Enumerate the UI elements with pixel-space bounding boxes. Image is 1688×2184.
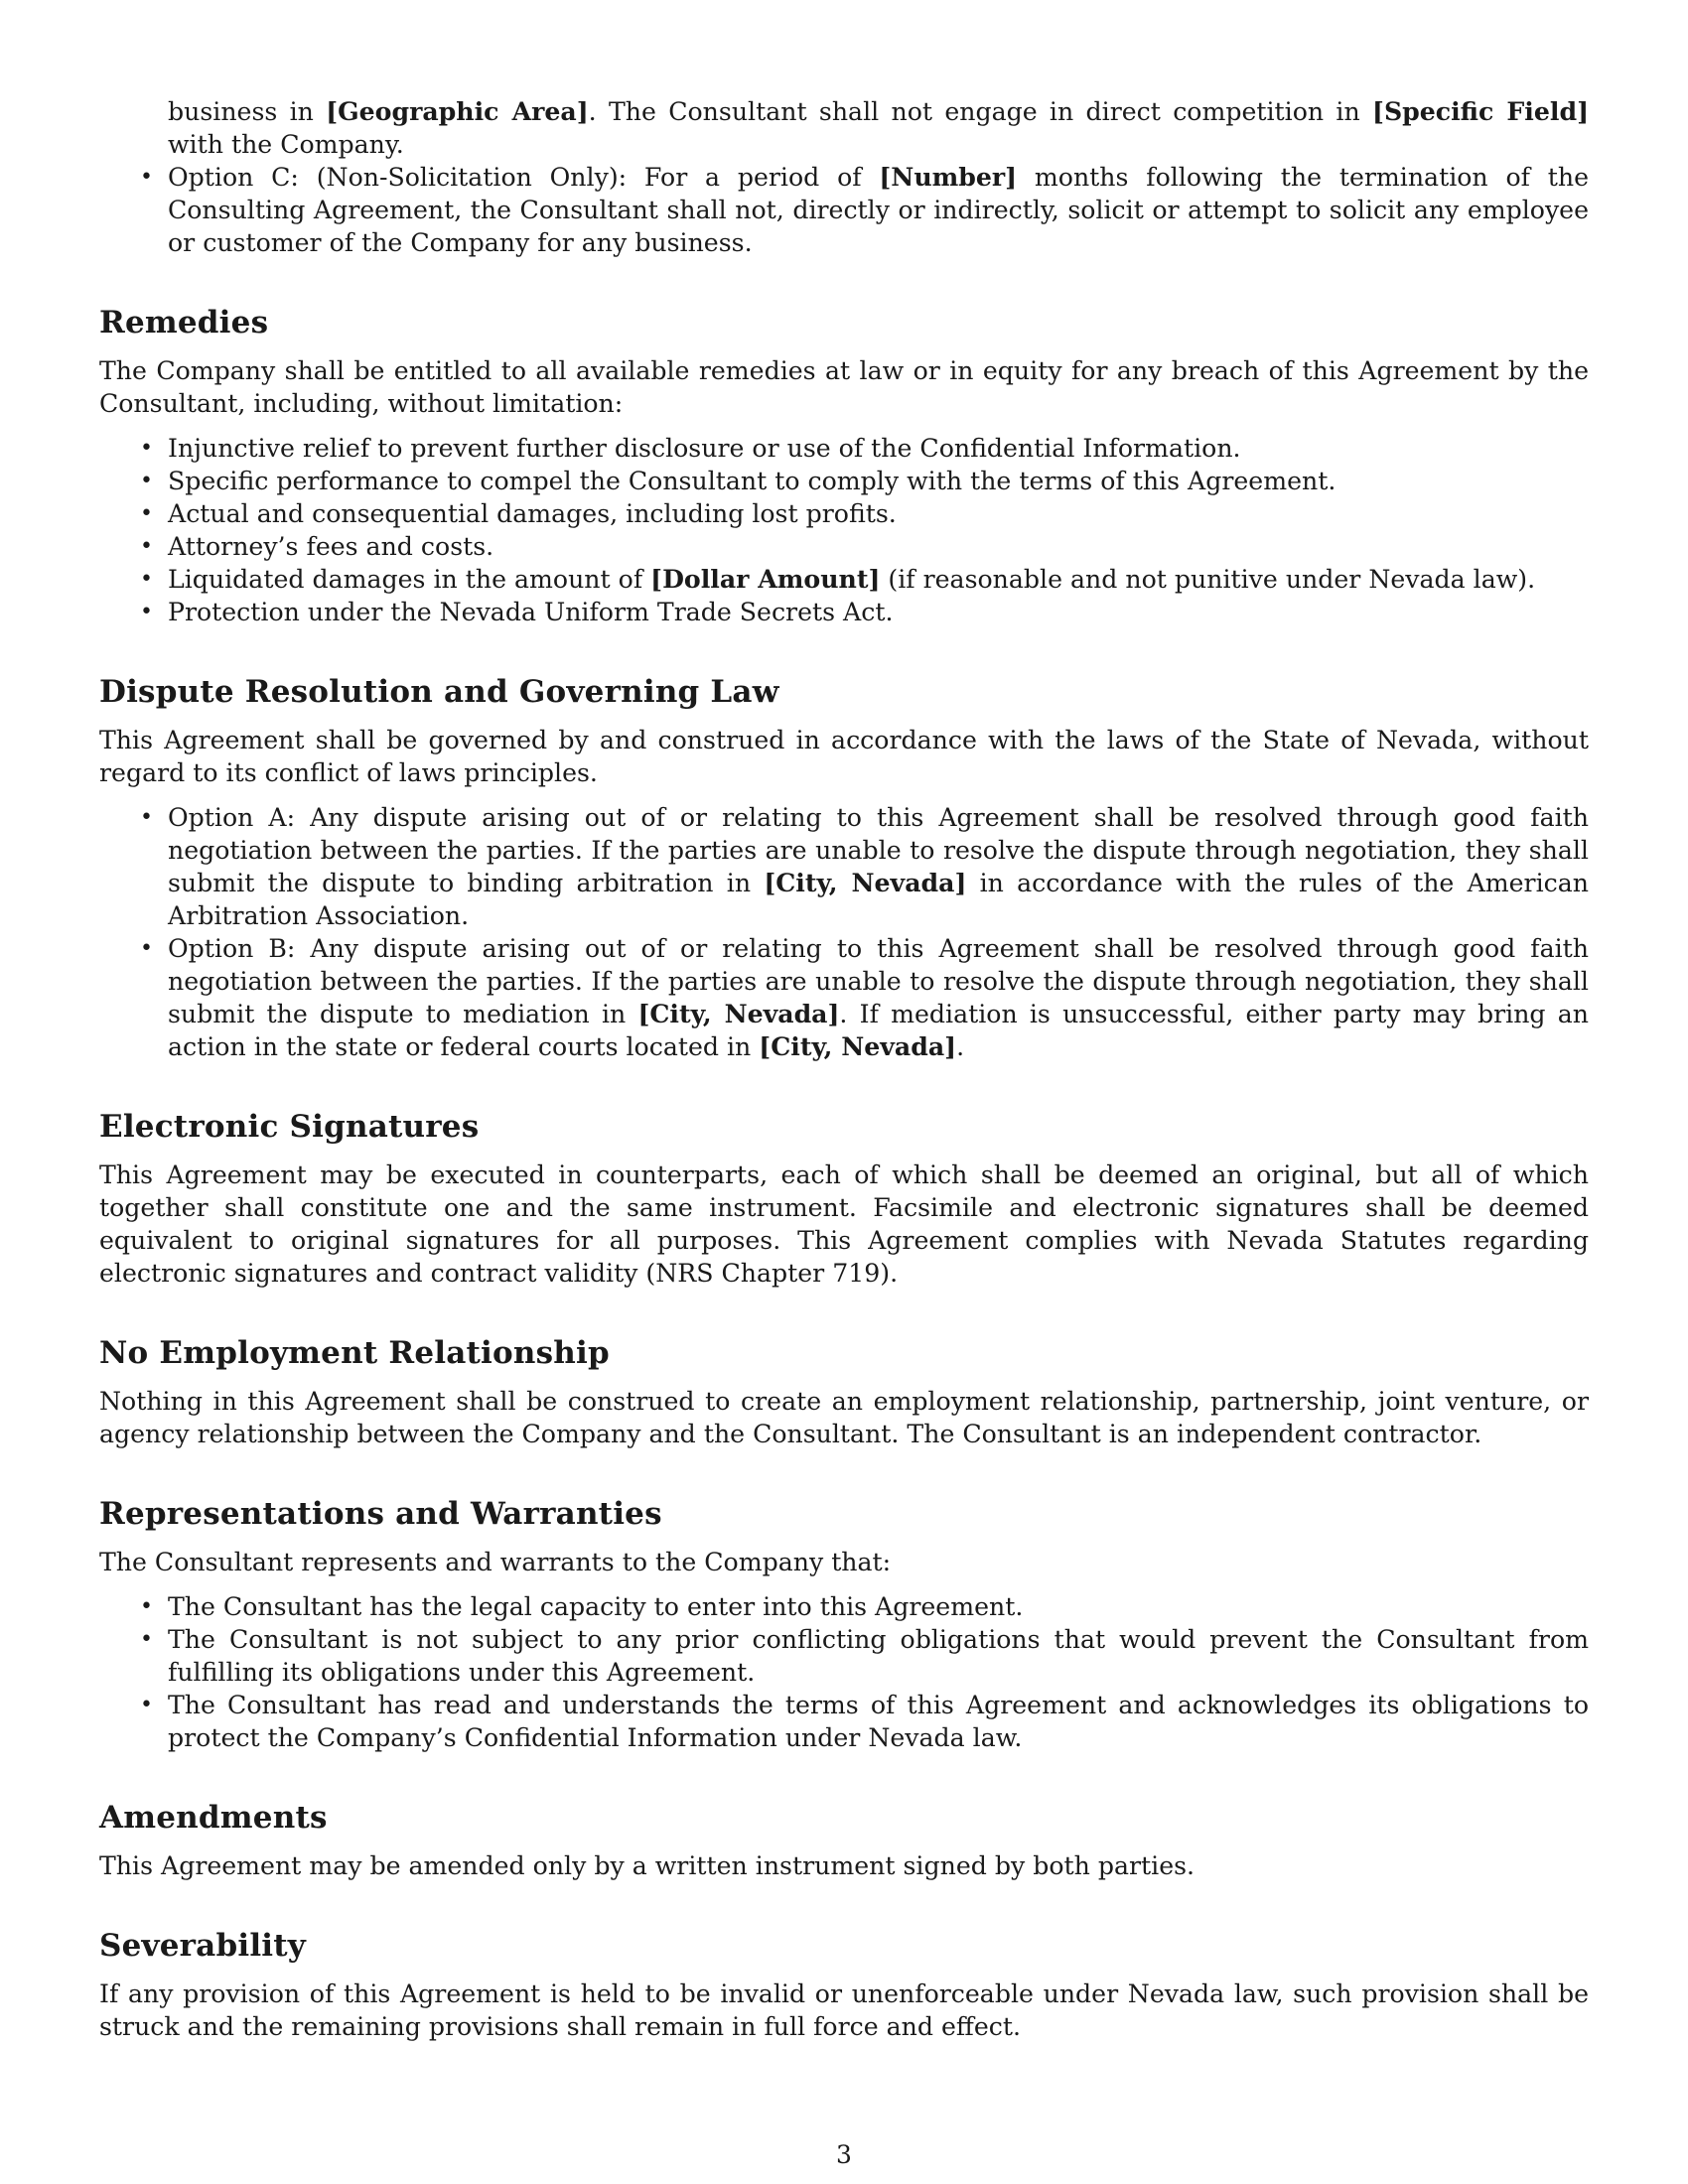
no-employment-text: Nothing in this Agreement shall be construed to create an employment relationship, partnership, joint venture, or agency relationship between the Company and the Consultant. The Consultant is an independent contractor.	[99, 1387, 1589, 1448]
placeholder-field: [City, Nevada]	[764, 868, 967, 897]
text-run: The Consultant has the legal capacity to enter into this Agreement.	[168, 1592, 1024, 1621]
placeholder-field: [City, Nevada]	[759, 1031, 957, 1061]
placeholder-field: [Dollar Amount]	[650, 564, 881, 594]
placeholder-field: [Specific Field]	[1372, 96, 1589, 126]
text-run: with the Company.	[168, 130, 404, 159]
list-item	[99, 801, 1589, 932]
text-run: Option A: Any dispute arising out of or relating to this Agreement shall be resolved through good faith negotiation between the parties. If the parties are unable to resolve the dispute through negotiation, they shall submit the dispute to binding arbitration in	[168, 803, 1589, 897]
dispute-heading: Dispute Resolution and Governing Law	[99, 674, 779, 710]
list-item	[99, 1590, 1589, 1623]
list-item	[99, 465, 1589, 497]
option-b-continuation	[99, 95, 1589, 161]
amendments-heading: Amendments	[99, 1800, 328, 1836]
dispute-options-list	[99, 801, 1589, 1063]
esign-text: This Agreement may be executed in counterparts, each of which shall be deemed an original, but all of which together shall constitute one and the same instrument. Facsimile and electronic signatures shall be deemed equivalent to original signatures for all purposes. This Agreement complies with Nevada Statutes regarding electronic signatures and contract validity (NRS Chapter 719).	[99, 1160, 1589, 1288]
text-run: Attorney’s fees and costs.	[168, 532, 494, 561]
text-run: Option B: Any dispute arising out of or relating to this Agreement shall be resolved through good faith negotiation between the parties. If the parties are unable to resolve the dispute through negotiation, they shall submit the dispute to mediation in	[168, 934, 1589, 1028]
list-item	[99, 1623, 1589, 1689]
severability-text: If any provision of this Agreement is held to be invalid or unenforceable under Nevada law, such provision shall be struck and the remaining provisions shall remain in full force and effect.	[99, 1979, 1589, 2041]
remedies-heading: Remedies	[99, 305, 269, 341]
list-item	[99, 497, 1589, 530]
reps-heading: Representations and Warranties	[99, 1496, 662, 1532]
document-page	[99, 95, 1589, 2043]
page-number: 3	[836, 2140, 852, 2169]
text-run: months following the termination of the Consulting Agreement, the Consultant shall not, directly or indirectly, solicit or attempt to solicit any employee or customer of the Company for any business.	[168, 163, 1589, 257]
text-run: . If mediation is unsuccessful, either party may bring an action in the state or federal courts located in	[168, 1000, 1589, 1061]
severability-heading: Severability	[99, 1928, 307, 1964]
text-run: Protection under the Nevada Uniform Trade Secrets Act.	[168, 598, 894, 626]
reps-list	[99, 1590, 1589, 1754]
esign-heading: Electronic Signatures	[99, 1109, 480, 1145]
amendments-text: This Agreement may be amended only by a written instrument signed by both parties.	[99, 1851, 1196, 1880]
placeholder-field: [Geographic Area]	[326, 96, 589, 126]
text-run: Actual and consequential damages, including lost profits.	[168, 499, 897, 528]
list-item	[99, 432, 1589, 465]
text-run: Liquidated damages in the amount of	[168, 565, 651, 594]
text-run: The Consultant has read and understands the terms of this Agreement and acknowledges its obligations to protect the Company’s Confidential Information under Nevada law.	[168, 1691, 1589, 1752]
placeholder-field: [City, Nevada]	[637, 999, 840, 1028]
no-employment-heading: No Employment Relationship	[99, 1335, 610, 1371]
dispute-intro: This Agreement shall be governed by and construed in accordance with the laws of the State of Nevada, without regard to its conflict of laws principles.	[99, 726, 1589, 787]
noncompete-options-list	[99, 95, 1589, 259]
text-run: Injunctive relief to prevent further disclosure or use of the Confidential Information.	[168, 434, 1241, 463]
text-run: Specific performance to compel the Consultant to comply with the terms of this Agreement.	[168, 467, 1336, 495]
list-item	[99, 1689, 1589, 1754]
remedies-list	[99, 432, 1589, 628]
text-run: .	[956, 1032, 965, 1061]
list-item	[99, 530, 1589, 563]
text-run: The Consultant is not subject to any prior conflicting obligations that would prevent the Consultant from fulfilling its obligations under this Agreement.	[168, 1625, 1589, 1687]
list-item	[99, 563, 1589, 596]
text-run: . The Consultant shall not engage in direct competition in	[588, 97, 1373, 126]
list-item	[99, 932, 1589, 1063]
reps-intro: The Consultant represents and warrants to the Company that:	[99, 1548, 892, 1576]
text-run: business in	[168, 97, 327, 126]
text-run: Option C: (Non-Solicitation Only): For a period of	[168, 163, 880, 192]
placeholder-field: [Number]	[879, 162, 1018, 192]
remedies-intro: The Company shall be entitled to all available remedies at law or in equity for any breach of this Agreement by the Consultant, including, without limitation:	[99, 356, 1589, 418]
text-run: (if reasonable and not punitive under Nevada law).	[880, 565, 1536, 594]
list-item	[99, 596, 1589, 628]
option-c-item	[99, 161, 1589, 259]
text-run: in accordance with the rules of the American Arbitration Association.	[168, 869, 1590, 930]
